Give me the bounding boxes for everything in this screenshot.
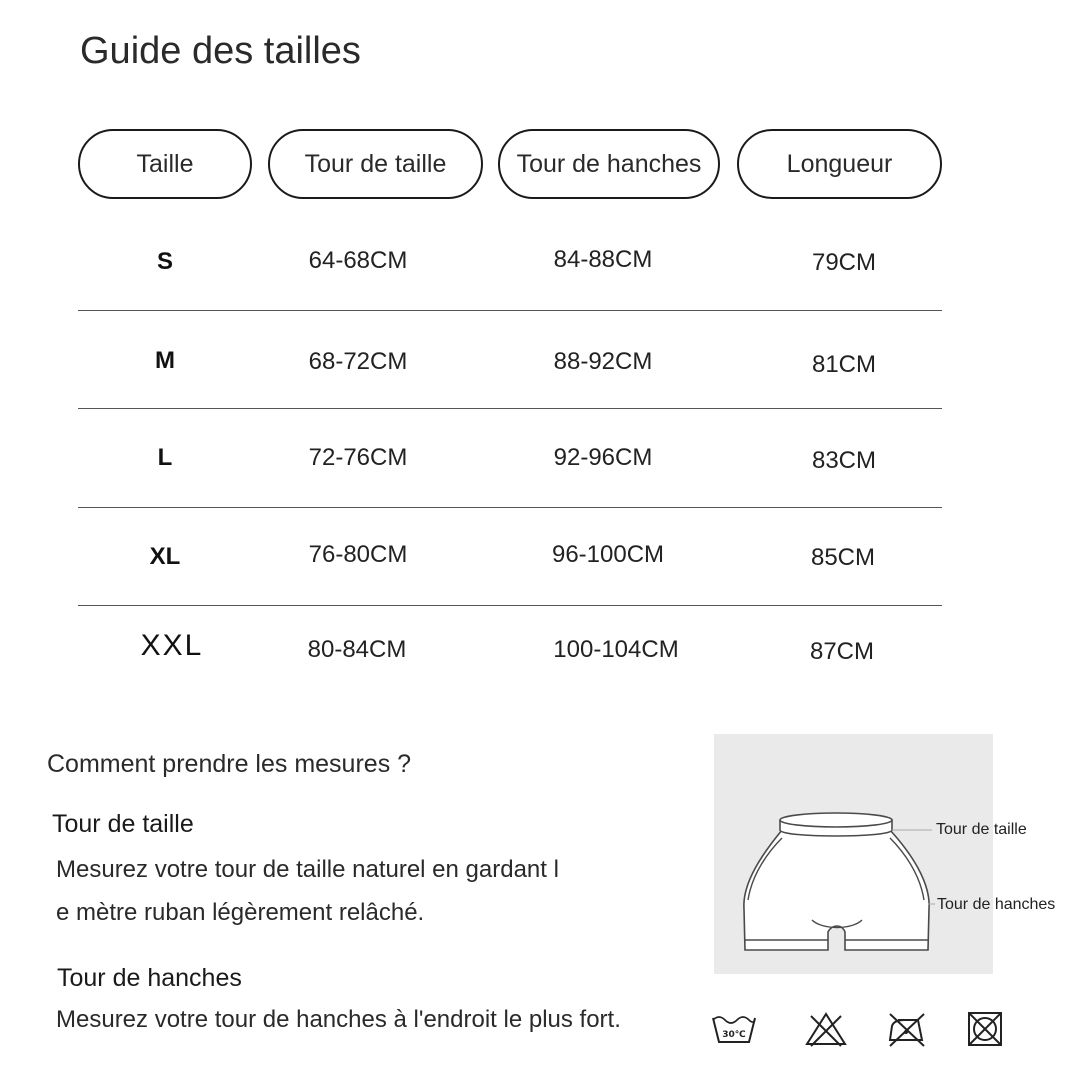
size-cell: S	[156, 248, 174, 275]
size-cell: L	[157, 444, 173, 471]
waist-cell: 72-76CM	[308, 444, 408, 471]
row-divider	[78, 310, 942, 311]
header-length: Longueur	[737, 129, 942, 199]
header-size: Taille	[78, 129, 252, 199]
no-tumble-dry-icon	[962, 1010, 1008, 1048]
hips-cell: 100-104CM	[553, 636, 679, 663]
waist-cell: 80-84CM	[307, 636, 407, 663]
length-cell: 85CM	[810, 544, 876, 571]
row-divider	[78, 408, 942, 409]
row-divider	[78, 605, 942, 606]
length-cell: 87CM	[809, 638, 875, 665]
length-cell: 83CM	[811, 447, 877, 474]
shorts-diagram	[714, 734, 993, 974]
length-cell: 79CM	[811, 249, 877, 276]
wash-temp-label: 30℃	[722, 1030, 746, 1040]
row-divider	[78, 507, 942, 508]
header-hips: Tour de hanches	[498, 129, 720, 199]
hips-cell: 88-92CM	[553, 348, 653, 375]
length-cell: 81CM	[811, 351, 877, 378]
shorts-illustration	[714, 734, 993, 974]
waist-cell: 76-80CM	[308, 541, 408, 568]
no-iron-icon	[884, 1010, 930, 1048]
waist-cell: 64-68CM	[308, 247, 408, 274]
waist-instruction-line-1: Mesurez votre tour de taille naturel en gardant l	[56, 856, 559, 883]
diagram-waist-label: Tour de taille	[936, 821, 1027, 838]
how-to-measure-title: Comment prendre les mesures ?	[47, 750, 412, 778]
hips-section-title: Tour de hanches	[57, 964, 242, 992]
hips-cell: 84-88CM	[553, 246, 653, 273]
size-cell: XXL	[140, 629, 204, 662]
hips-cell: 96-100CM	[551, 541, 665, 568]
waist-cell: 68-72CM	[308, 348, 408, 375]
hips-cell: 92-96CM	[553, 444, 653, 471]
header-waist: Tour de taille	[268, 129, 483, 199]
diagram-hips-label: Tour de hanches	[937, 896, 1056, 913]
wash-30-icon	[711, 1010, 757, 1048]
page-title: Guide des tailles	[80, 30, 361, 72]
hips-instruction: Mesurez votre tour de hanches à l'endroit le plus fort.	[56, 1006, 621, 1033]
waist-instruction-line-2: e mètre ruban légèrement relâché.	[56, 899, 425, 926]
size-cell: XL	[149, 543, 181, 570]
no-bleach-icon	[803, 1010, 849, 1048]
waist-section-title: Tour de taille	[52, 810, 194, 838]
size-cell: M	[155, 347, 175, 374]
